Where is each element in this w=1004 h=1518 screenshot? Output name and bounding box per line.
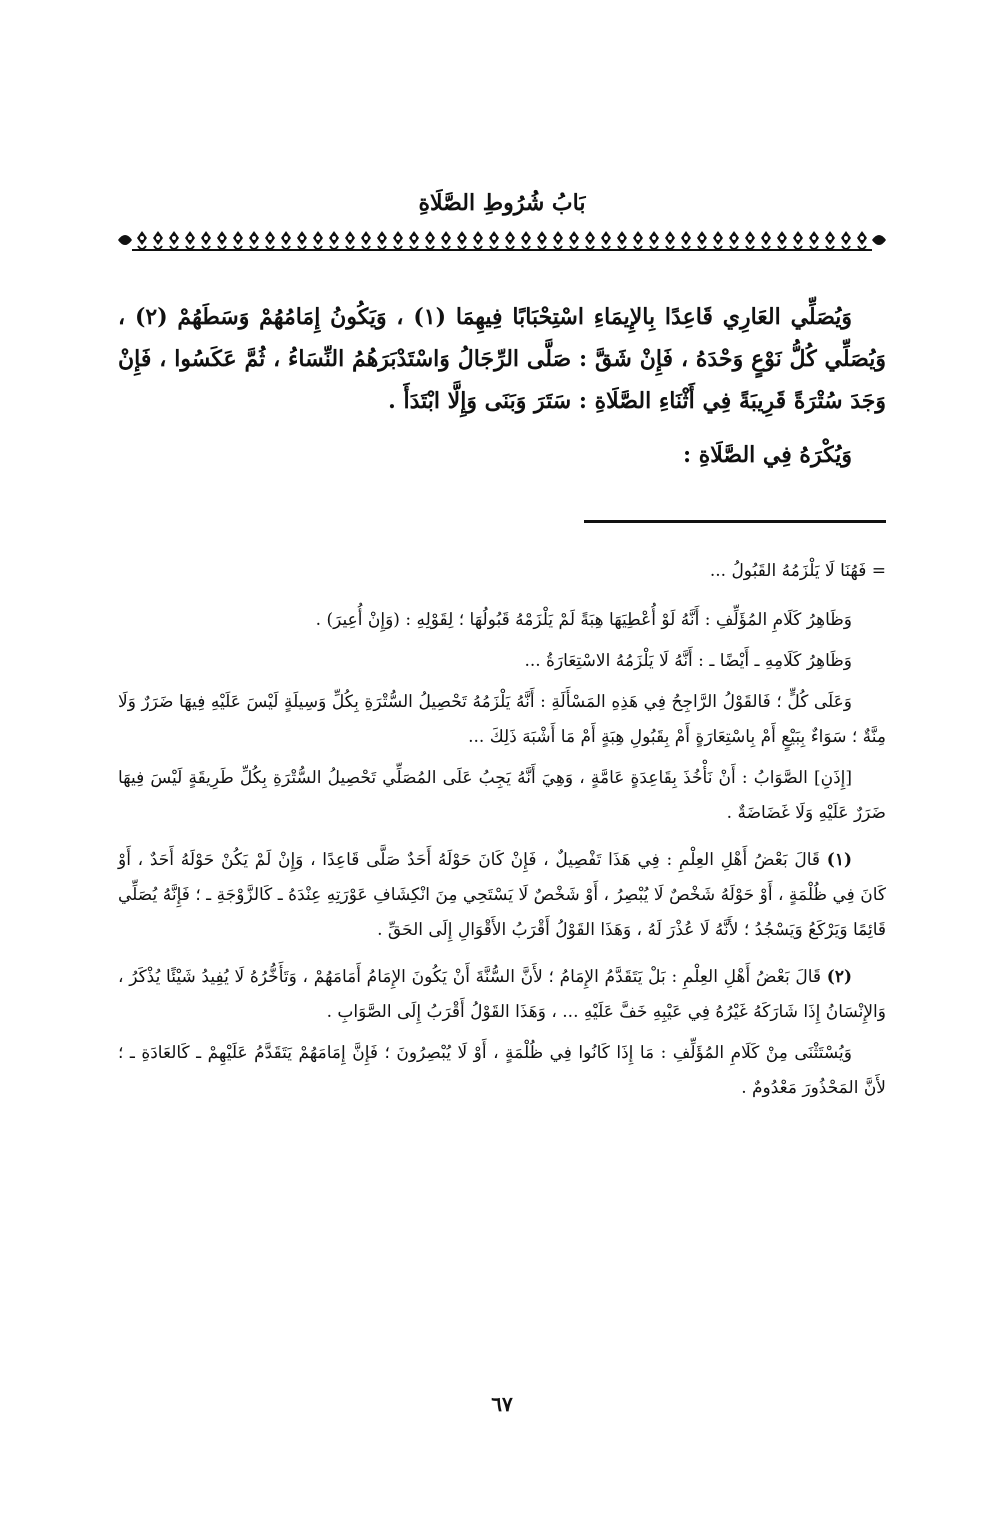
ornament-pattern <box>118 228 886 252</box>
footnotes <box>118 534 886 1112</box>
footnote-separator <box>584 520 886 523</box>
footnote-2 <box>118 960 886 1030</box>
footnote-paragraph: وَظَاهِرُ كَلَامِهِ ـ أَيْضًا ـ : أَنَّهُ لَا يَلْزَمُهُ الاسْتِعَارَةُ ... <box>524 651 852 671</box>
footnote-paragraph: [إِذَنِ] الصَّوَابُ : أَنْ نَأْخُذَ بِقَاعِدَةٍ عَامَّةٍ ، وَهِيَ أَنَّهُ يَجِبُ عَلَى المُصَلِّي تَحْصِيلُ السُّتْرَةِ بِكُلِّ طَرِيقَةٍ لَيْسَ فِيهَا ضَرَرٌ عَلَيْهِ وَلَا غَضَاضَةٌ . <box>118 768 886 823</box>
footnote-1 <box>118 843 886 948</box>
footnote-continuation: = فَهُنَا لَا يَلْزَمُهُ القَبُولُ ... <box>709 561 886 581</box>
footnote-2-text: قَالَ بَعْضُ أَهْلِ العِلْمِ : بَلْ يَتَقَدَّمُ الإِمَامُ ؛ لأَنَّ السُّنَّةَ أَنْ يَكُونَ الإِمَامُ أَمَامَهُمْ ، وَتَأَخُّرُهُ لَا يُفِيدُ شَيْئًا يُذْكَرُ ، وَالإِنْسَانُ إِذَا شَارَكَهُ غَيْرُهُ فِي عَيْبِهِ خَفَّ عَلَيْهِ ... ، وَهَذَا القَوْلُ أَقْرَبُ إِلَى الصَّوَابِ . <box>118 967 886 1022</box>
footnote-2-ref: (٢) <box>826 967 853 987</box>
book-page <box>118 0 886 1518</box>
footnote-1-ref: (١) <box>826 850 853 870</box>
footnote-paragraph: وَعَلَى كُلٍّ ؛ فَالقَوْلُ الرَّاجِحُ فِي هَذِهِ المَسْأَلَةِ : أَنَّهُ يَلْزَمُهُ تَحْصِيلُ السُّتْرَةِ بِكُلِّ وَسِيلَةٍ لَيْسَ عَلَيْهِ فِيهَا ضَرَرٌ وَلَا مِنَّةٌ ؛ سَوَاءٌ بِبَيْعٍ أَمْ بِاسْتِعَارَةٍ أَمْ بِقَبُولِ هِبَةٍ أَمْ مَا أَشْبَهَ ذَلِكَ ... <box>118 692 886 747</box>
footnote-paragraph: وَظَاهِرُ كَلَامِ المُؤَلِّفِ : أَنَّهُ لَوْ أُعْطِيَهَا هِبَةً لَمْ يَلْزَمْهُ قَبُولُهَا ؛ لِقَوْلِهِ : (وَإِنْ أُعِيرَ) . <box>315 610 852 630</box>
main-paragraph: وَيُصَلِّي العَارِي قَاعِدًا بِالإِيمَاءِ اسْتِحْبَابًا فِيهِمَا (١) ، وَيَكُونُ إِمَامُهُمْ وَسَطَهُمْ (٢) ، وَيُصَلِّي كُلُّ نَوْعٍ وَحْدَهُ ، فَإِنْ شَقَّ : صَلَّى الرِّجَالُ وَاسْتَدْبَرَهُمُ النِّسَاءُ ، ثُمَّ عَكَسُوا ، فَإِنْ وَجَدَ سُتْرَةً قَرِيبَةً فِي أَثْنَاءِ الصَّلَاةِ : سَتَرَ وَبَنَى وَإِلَّا ابْتَدَأَ . <box>118 304 886 414</box>
main-paragraph: وَيُكْرَهُ فِي الصَّلَاةِ : <box>682 442 852 468</box>
chapter-title: بَابُ شُرُوطِ الصَّلَاةِ <box>418 190 586 216</box>
page-number: ٦٧ <box>491 1392 513 1416</box>
footnote-paragraph: وَيُسْتَثْنَى مِنْ كَلَامِ المُؤَلِّفِ : مَا إِذَا كَانُوا فِي ظُلْمَةٍ ، أَوْ لَا يُبْصِرُونَ ؛ فَإِنَّ إِمَامَهُمْ يَتَقَدَّمُ عَلَيْهِمْ ـ كَالعَادَةِ ـ ؛ لأَنَّ المَحْذُورَ مَعْدُومٌ . <box>118 1043 886 1098</box>
ornamental-border <box>118 228 886 252</box>
main-text <box>118 296 886 476</box>
footnote-1-text: قَالَ بَعْضُ أَهْلِ العِلْمِ : فِي هَذَا تَفْصِيلٌ ، فَإِنْ كَانَ حَوْلَهُ أَحَدٌ صَلَّى قَاعِدًا ، وَإِنْ لَمْ يَكُنْ حَوْلَهُ أَحَدٌ ، أَوْ كَانَ فِي ظُلْمَةٍ ، أَوْ حَوْلَهُ شَخْصٌ لَا يُبْصِرُ ، أَوْ شَخْصٌ لَا يَسْتَحِي مِنَ انْكِشَافِ عَوْرَتِهِ عِنْدَهُ ـ كَالزَّوْجَةِ ـ ؛ فَإِنَّهُ يُصَلِّي قَائِمًا وَيَرْكَعُ وَيَسْجُدُ ؛ لأَنَّهُ لَا عُذْرَ لَهُ ، وَهَذَا القَوْلُ أَقْرَبُ الأَقْوَالِ إِلَى الحَقِّ . <box>118 850 886 940</box>
